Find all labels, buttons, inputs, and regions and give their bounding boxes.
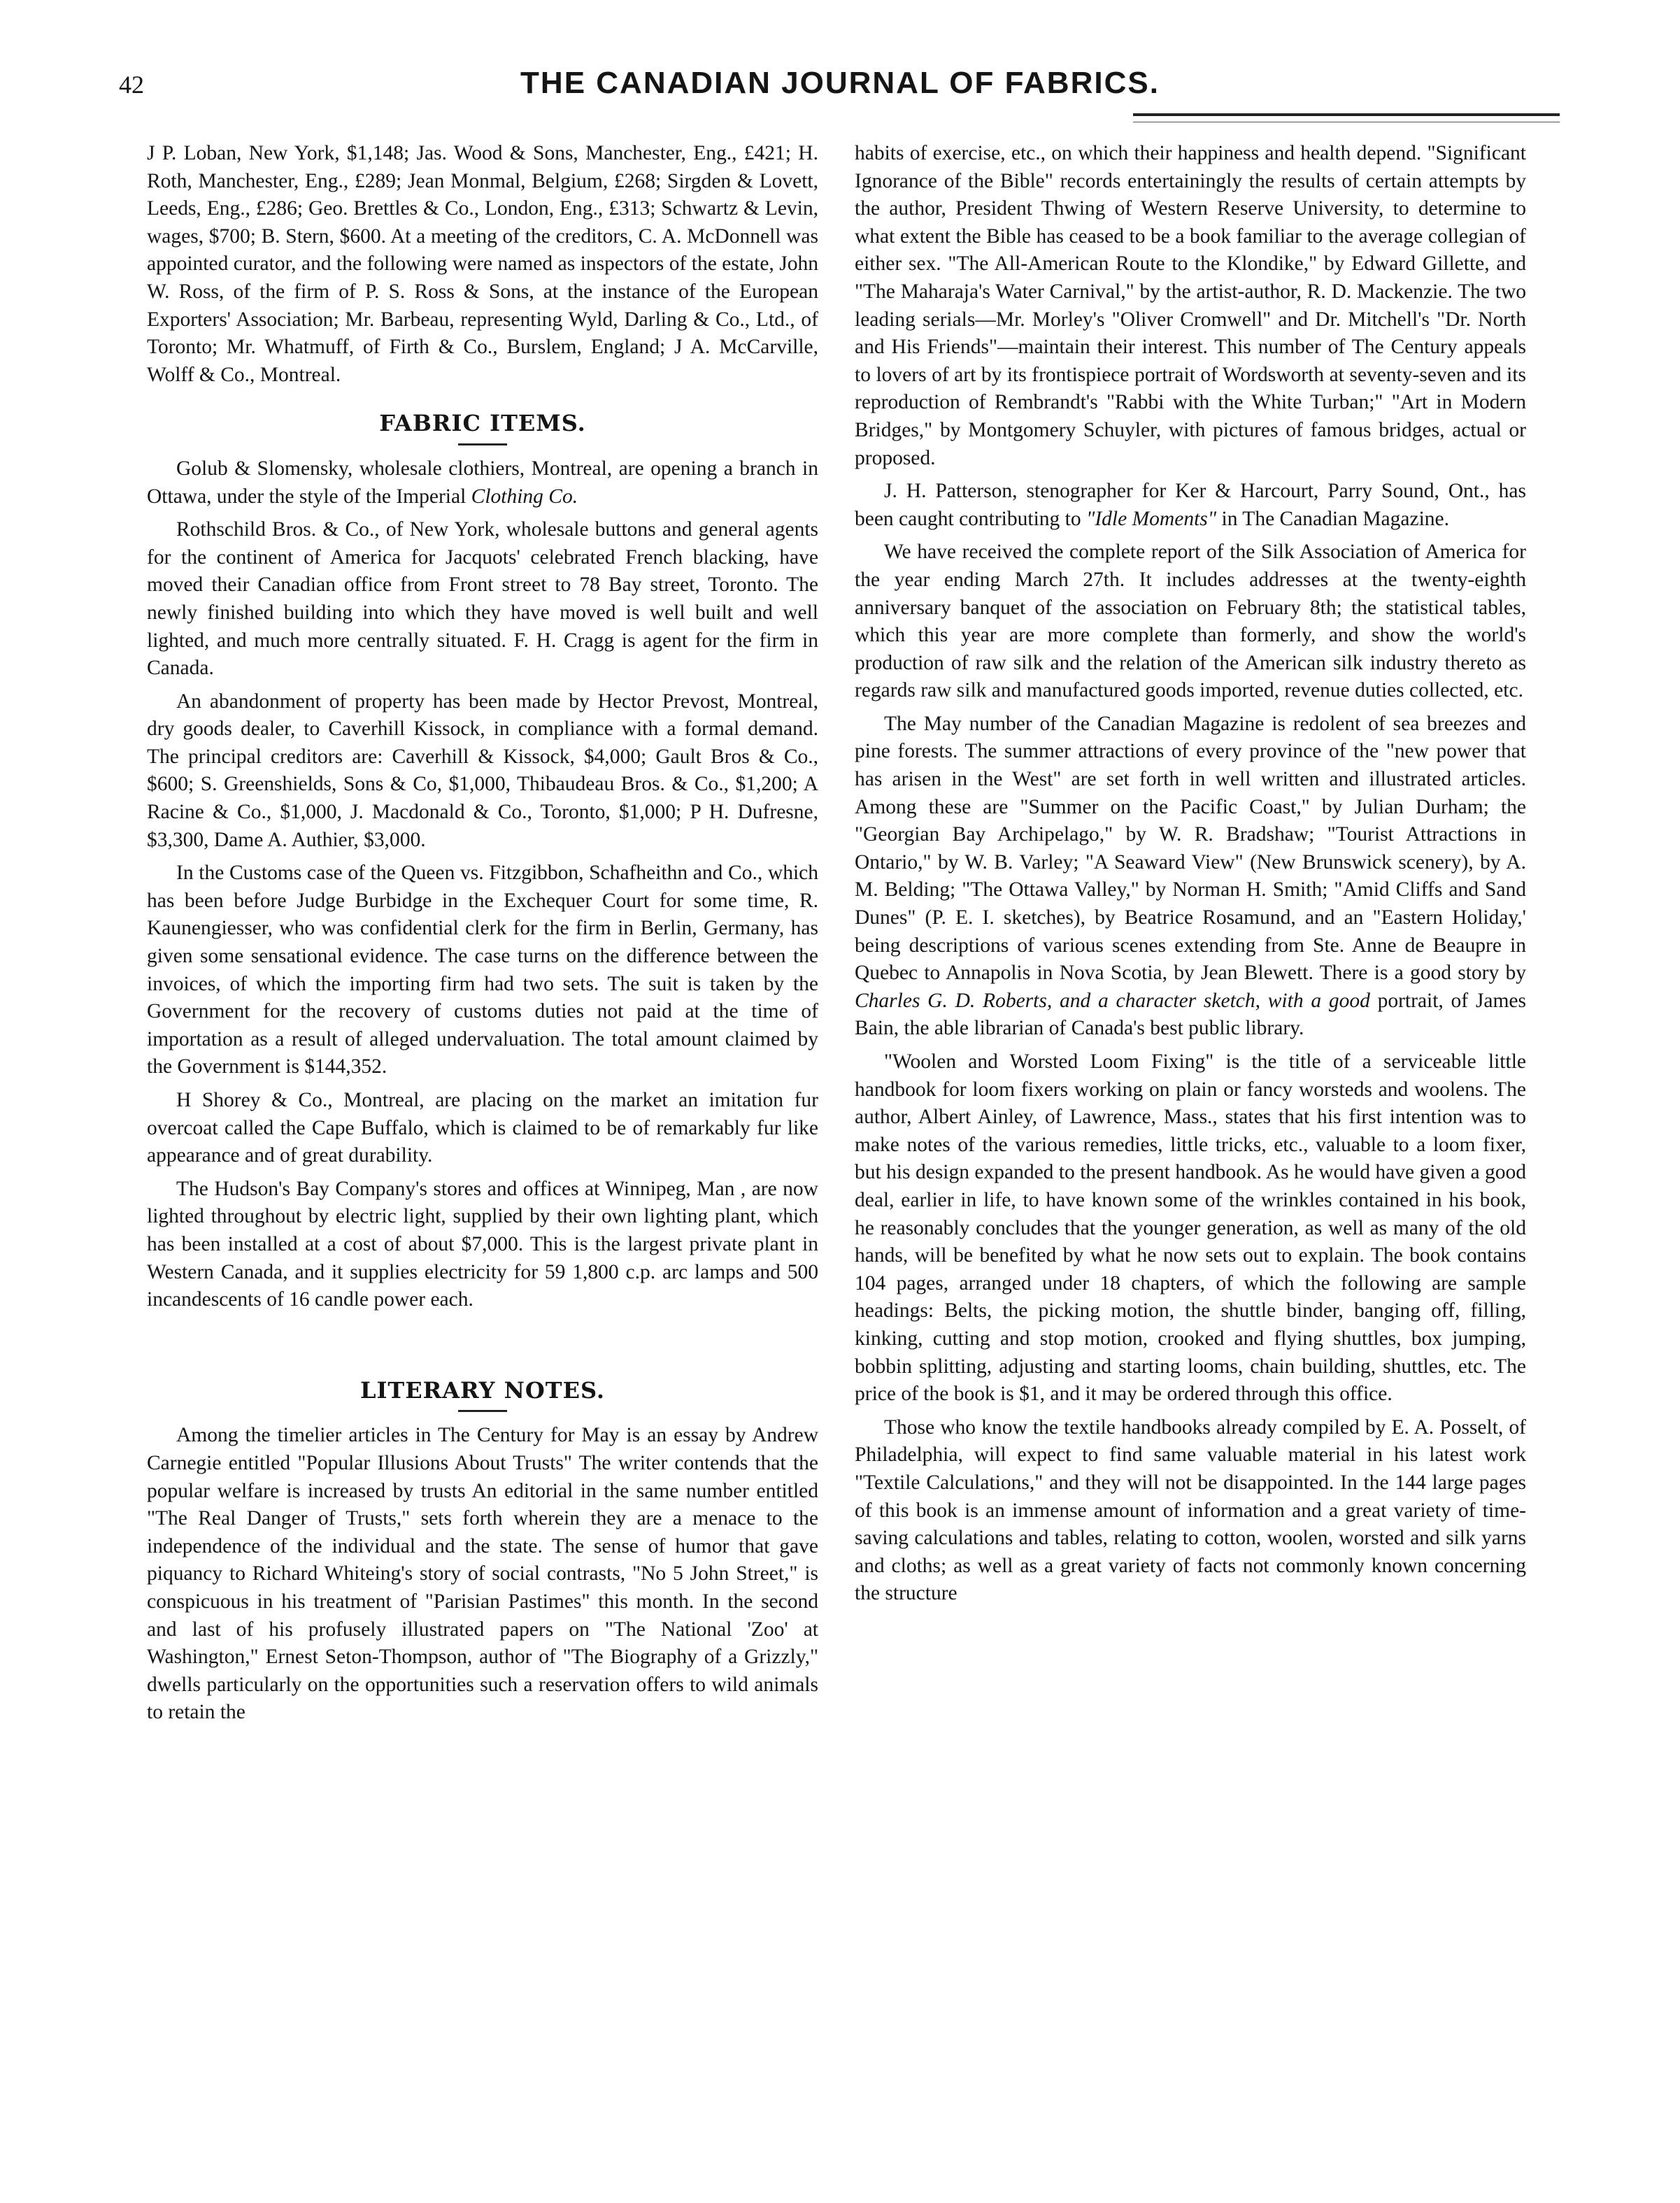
customs-case-paragraph: In the Customs case of the Queen vs. Fitzgibbon, Schafheithn and Co., which has been before Judge Burbidge in the Exchequer Court for some time, R. Kaunengiesser, who was confidential clerk for the firm in Berlin, Germany, has given some sensational evidence. The case turns on the difference between the invoices, of which the importing firm had two sets. The suit is taken by the Government for the recovery of customs duties not paid at the time of importation as a result of alleged undervaluation. The total amount claimed by the Government is $144,352. [147,862,818,1078]
creditors-paragraph: J P. Loban, New York, $1,148; Jas. Wood & Sons, Manchester, Eng., £421; H. Roth, Manchester, Eng., £289; Jean Monmal, Belgium, £268; Sirgden & Lovett, Leeds, Eng., £286; Geo. Brettles & Co., London, Eng., £313; Schwartz & Levin, wages, $700; B. Stern, $600. At a meeting of the creditors, C. A. McDonnell was appointed curator, and the following were named as inspectors of the estate, John W. Ross, of the firm of P. S. Ross & Sons, at the instance of the European Exporters' Association; Mr. Barbeau, representing Wyld, Darling & Co., Ltd., of Toronto; Mr. Whatmuff, of Firth & Co., Burslem, England; J A. McCarville, Wolff & Co., Montreal. [147,142,818,386]
abandonment-paragraph: An abandonment of property has been made by Hector Prevost, Montreal, dry goods dealer, to Caverhill Kissock, in compliance with a formal demand. The principal creditors are: Caverhill & Kissock, $4,000; Gault Bros & Co., $600; S. Greenshields, Sons & Co, $1,000, Thibaudeau Bros. & Co., $1,200; A Racine & Co., $1,000, J. Macdonald & Co., Toronto, $1,000; P H. Dufresne, $3,300, Dame A. Authier, $3,000. [147,690,818,851]
heading-rule [458,443,507,445]
patterson-tail-text: in The Canadian Magazine. [1216,507,1449,530]
hudsons-bay-paragraph: The Hudson's Bay Company's stores and offices at Winnipeg, Man , are now lighted throughout by electric light, supplied by their own lighting plant, which has been installed at a cost of about $7,000. This is the largest private plant in Western Canada, and it supplies electricity for 59 1,800 c.p. arc lamps and 500 incandescents of 16 candle power each. [147,1177,818,1311]
shorey-paragraph: H Shorey & Co., Montreal, are placing on the market an imitation fur overcoat called the Cape Buffalo, which is claimed to be of remarkably fur like appearance and of great durability. [147,1089,818,1167]
patterson-paragraph [855,478,1526,533]
loom-fixing-paragraph: "Woolen and Worsted Loom Fixing" is the title of a serviceable little handbook for loom fixers working on plain or fancy worsteds and woolens. The author, Albert Ainley, of Lawrence, Mass., states that his first intention was to make notes of the various remedies, little tricks, etc., valuable to a loom fixer, but his design expanded to the present handbook. As he would have given a good deal, earlier in life, to have known some of the wrinkles contained in his book, he reasonably concludes that the younger generation, as well as many of the old hands, will be benefited by what he now sets out to explain. The book contains 104 pages, arranged under 18 chapters, of which the following are sample headings: Belts, the picking motion, the shuttle binder, banging off, filling, kinking, cutting and stop motion, crooked and flying shuttles, box jumping, bobbin splitting, adjusting and starting looms, chain building, shuttles, etc. The price of the book is $1, and it may be ordered through this office. [855,1050,1526,1406]
patterson-italic-text: "Idle Moments" [1085,507,1217,530]
header-rule [1133,113,1560,122]
rothschild-paragraph: Rothschild Bros. & Co., of New York, wholesale buttons and general agents for the continent of America for Jacquots' celebrated French blacking, have moved their Canadian office from Front street to 78 Bay street, Toronto. The newly finished building into which they have moved is well built and well lighted, and much more centrally situated. F. H. Cragg is agent for the firm in Canada. [147,518,818,680]
silk-report-paragraph: We have received the complete report of the Silk Association of America for the year ending March 27th. It includes addresses at the twenty-eighth anniversary banquet of the association on February 8th; the statistical tables, which this year are more complete than formerly, and show the world's production of raw silk and the relation of the American silk industry thereto as regards raw silk and manufactured goods imported, revenue duties collected, etc. [855,541,1526,702]
canadian-magazine-text: The May number of the Canadian Magazine is redolent of sea breezes and pine forests. The summer attractions of every province of the "new power that has arisen in the West" are set forth in well written and illustrated articles. Among these are "Summer on the Pacific Coast," by Julian Durham; the "Georgian Bay Archipelago," by W. R. Bradshaw; "Tourist Attractions in Ontario," by W. B. Varley; "A Seaward View" (New Brunswick scenery), by A. M. Belding; "The Ottawa Valley," by Norman H. Smith; "Amid Cliffs and Sand Dunes" (P. E. I. sketches), by Beatrice Rosamund, and an "Eastern Holiday,' being descriptions of various scenes extending from Ste. Anne de Beaupre in Quebec to Annapolis in Nova Scotia, by Jean Blewett. There is a good story by [855,712,1526,985]
heading-rule [458,1410,507,1412]
century-paragraph: Among the timelier articles in The Century for May is an essay by Andrew Carnegie entitled "Popular Illusions About Trusts" The writer contends that the popular welfare is increased by trusts An editorial in the same number entitled "The Real Danger of Trusts," sets forth wherein they are a menace to the independence of the individual and the state. The sense of humor that gave piquancy to Richard Whiteing's story of social contrasts, "No 5 John Street," is conspicuous in his treatment of "Parisian Pastimes" this month. In the second and last of his profusely illustrated papers on "The National 'Zoo' at Washington," Ernest Seton-Thompson, author of "The Biography of a Grizzly," dwells particularly on the opportunities such a reservation offers to wild animals to retain the [147,1424,818,1724]
golub-paragraph [147,455,818,511]
fabric-items-heading: FABRIC ITEMS. [379,410,586,437]
golub-italic-text: Clothing Co. [471,485,578,508]
canadian-magazine-paragraph [855,711,1526,1043]
page-number: 42 [119,71,144,99]
literary-notes-heading: LITERARY NOTES. [360,1376,606,1404]
century-continuation-paragraph: habits of exercise, etc., on which their happiness and health depend. "Significant Ignorance of the Bible" records entertainingly the results of certain attempts by the author, President Thwing of Western Reserve University, to determine to what extent the Bible has ceased to be a book familiar to the average collegian of either sex. "The All-American Route to the Klondike," by Edward Gillette, and "The Maharaja's Water Carnival," by the artist-author, R. D. Mackenzie. The two leading serials—Mr. Morley's "Oliver Cromwell" and Dr. Mitchell's "Dr. North and His Friends"—maintain their interest. This number of The Century appeals to lovers of art by its frontispiece portrait of Wordsworth at seventy-seven and its reproduction of Rembrandt's "Rabbi with the White Turban;" "Art in Modern Bridges," by Montgomery Schuyler, with pictures of famous bridges, actual or proposed. [855,142,1526,469]
canadian-magazine-italic-text: Charles G. D. Roberts, and a character sketch, with a good [855,989,1370,1012]
right-column [855,140,1526,1608]
canadian-magazine-tail-text: portrait, of James Bain, the able librarian of Canada's best public library. [855,989,1526,1040]
patterson-text: J. H. Patterson, stenographer for Ker & Harcourt, Parry Sound, Ont., has been caught contributing to [855,480,1526,530]
left-column [147,140,818,1727]
golub-text: Golub & Slomensky, wholesale clothiers, Montreal, are opening a branch in Ottawa, under the style of the Imperial [147,457,818,508]
posselt-paragraph: Those who know the textile handbooks already compiled by E. A. Posselt, of Philadelphia, will expect to find same valuable material in his latest work "Textile Calculations," and they will not be disappointed. In the 144 large pages of this book is an immense amount of information and a great variety of time-saving calculations and tables, relating to cotton, woolen, worsted and silk yarns and cloths; as well as a great variety of facts not commonly known concerning the structure [855,1416,1526,1605]
journal-title: THE CANADIAN JOURNAL OF FABRICS. [520,66,1160,100]
